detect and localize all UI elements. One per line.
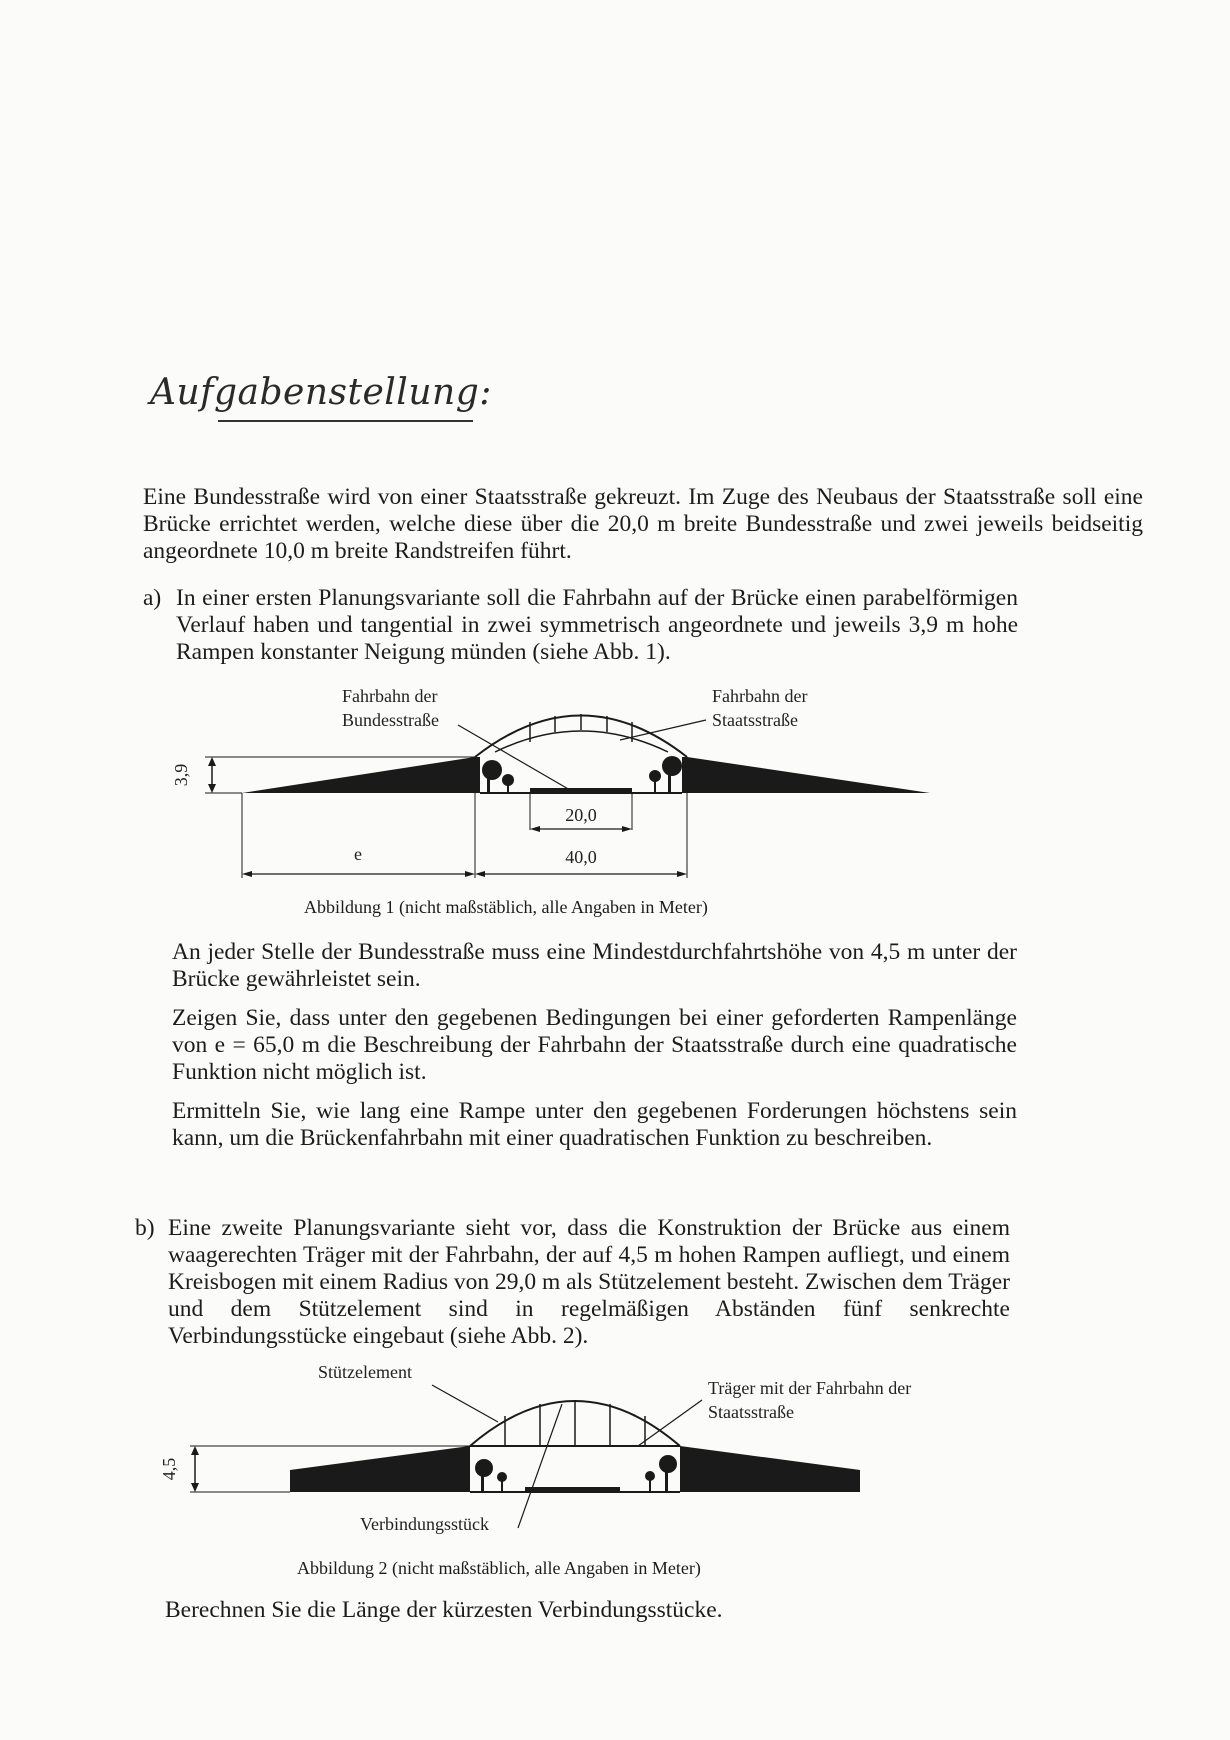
tree-icon [475, 1459, 507, 1492]
left-ramp [242, 757, 475, 793]
task-a-paragraph-1: An jeder Stelle der Bundesstraße muss eine Mindestdurchfahrtshöhe von 4,5 m unter der Brücke gewährleistet sein. [172, 939, 1017, 992]
left-abutment [475, 757, 480, 793]
tree-icon [482, 760, 514, 793]
task-b-paragraph-1: Berechnen Sie die Länge der kürzesten Verbindungsstücke. [165, 1597, 723, 1623]
tree-icon [649, 756, 682, 792]
figure-1 [150, 680, 950, 895]
leader-stuetzelement [432, 1385, 498, 1422]
task-b-label: b) [135, 1215, 155, 1241]
label-verbindungsstueck: Verbindungsstück [360, 1514, 489, 1534]
left-ramp [290, 1446, 470, 1492]
carriageway-bundesstrasse [530, 788, 632, 794]
bridge-arch [495, 731, 668, 752]
carriageway-bundesstrasse [525, 1487, 620, 1493]
figure-2 [150, 1360, 970, 1550]
task-a-text: In einer ersten Planungsvariante soll die Fahrbahn auf der Brücke einen parabelförmigen Verlauf haben und tangential in zwei symmetrisch angeordnete und jeweils 3,9 m hohe Rampen konstanter Neigung münden (siehe Abb. 1). [176, 585, 1018, 665]
leader-staatsstrasse [620, 720, 706, 740]
figure-1-caption: Abbildung 1 (nicht maßstäblich, alle Angaben in Meter) [304, 897, 708, 917]
label-stuetzelement: Stützelement [318, 1362, 412, 1382]
figure-2-caption: Abbildung 2 (nicht maßstäblich, alle Angaben in Meter) [297, 1558, 701, 1578]
label-traeger-line2: Staatsstraße [708, 1402, 794, 1422]
tree-icon [645, 1455, 677, 1492]
label-traeger-line1: Träger mit der Fahrbahn der [708, 1378, 912, 1398]
dimension-20-label: 20,0 [565, 805, 597, 825]
label-bundesstrasse-line2: Bundesstraße [342, 710, 439, 730]
label-staatsstrasse-line2: Staatsstraße [712, 710, 798, 730]
task-a-label: a) [143, 585, 162, 611]
right-ramp [680, 1446, 860, 1492]
label-staatsstrasse-line1: Fahrbahn der [712, 686, 808, 706]
heading-underline [218, 420, 473, 422]
height-label: 4,5 [159, 1457, 179, 1481]
task-a-paragraph-2: Zeigen Sie, dass unter den gegebenen Bedingungen bei einer geforderten Rampenlänge von e = 65,0 m die Beschreibung der Fahrbahn der Staatsstraße durch eine quadratische Funktion nicht möglich ist. [172, 1005, 1017, 1085]
task-b-text: Eine zweite Planungsvariante sieht vor, dass die Konstruktion der Brücke aus einem waagerechten Träger mit der Fahrbahn, der auf 4,5 m hohen Rampen aufliegt, und einem Kreisbogen mit einem Radius von 29,0 m als Stützelement besteht. Zwischen dem Träger und dem Stützelement sind in regelmäßigen Abständen fünf senkrechte Verbindungsstücke eingebaut (siehe Abb. 2). [168, 1215, 1010, 1349]
task-a-paragraph-3: Ermitteln Sie, wie lang eine Rampe unter den gegebenen Forderungen höchstens sein kann, um die Brückenfahrbahn mit einer quadratischen Funktion zu beschreiben. [172, 1098, 1017, 1151]
right-abutment [682, 757, 687, 793]
right-ramp [687, 757, 930, 793]
intro-paragraph: Eine Bundesstraße wird von einer Staatsstraße gekreuzt. Im Zuge des Neubaus der Staatsstraße soll eine Brücke errichtet werden, welche diese über die 20,0 m breite Bundesstraße und zwei jeweils beidseitig angeordnete 10,0 m breite Randstreifen führt. [143, 484, 1143, 564]
dimension-e-label: e [354, 844, 362, 864]
dimension-40-label: 40,0 [565, 847, 597, 867]
height-label: 3,9 [171, 763, 191, 787]
page-heading: Aufgabenstellung: [150, 372, 492, 413]
label-bundesstrasse-line1: Fahrbahn der [342, 686, 438, 706]
